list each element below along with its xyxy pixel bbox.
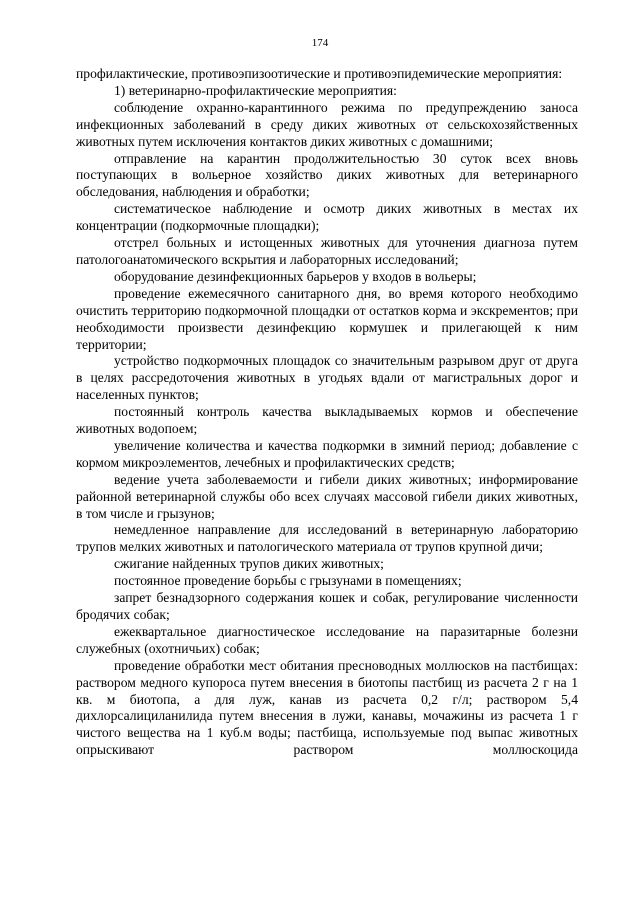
paragraph-mortality-records: ведение учета заболеваемости и гибели диких животных; информирование районной ветеринарной службы обо всех случаях массовой гибели диких животных, в том числе и грызунов; <box>76 471 578 521</box>
paragraph-stray-animals: запрет безнадзорного содержания кошек и собак, регулирование численности бродячих собак; <box>76 590 578 622</box>
paragraph-heading-vet-measures: 1) ветеринарно-профилактические мероприятия: <box>114 82 397 98</box>
paragraph-dog-diagnostics: ежеквартальное диагностическое исследование на паразитарные болезни служебных (охотничьих) собак; <box>76 623 578 656</box>
paragraph-disinfection-barriers: оборудование дезинфекционных барьеров у входов в вольеры; <box>114 268 477 284</box>
paragraph-sanitary-day: проведение ежемесячного санитарного дня, во время которого необходимо очистить территорию подкормочной площадки от остатков корма и экскрементов; при необходимости произвести дезинфекцию кормушек и прилегающей к ним территории; <box>76 285 578 352</box>
paragraph-carcass-burning: сжигание найденных трупов диких животных; <box>114 556 384 572</box>
paragraph-winter-feeding: увеличение количества и качества подкормки в зимний период; добавление с кормом микроэлементов, лечебных и профилактических средств; <box>76 437 578 470</box>
page-number: 174 <box>311 37 329 49</box>
paragraph-feed-control: постоянный контроль качества выкладываемых кормов и обеспечение животных водопоем; <box>76 404 578 437</box>
document-body <box>76 66 578 759</box>
paragraph-observation: систематическое наблюдение и осмотр диких животных в местах их концентрации (подкормочные площадки); <box>76 201 578 234</box>
paragraph-rodent-control: постоянное проведение борьбы с грызунами в помещениях; <box>114 573 462 589</box>
paragraph-culling: отстрел больных и истощенных животных для уточнения диагноза путем патологоанатомического вскрытия и лабораторных исследований; <box>76 235 578 267</box>
paragraph-lab-submission: немедленное направление для исследований в ветеринарную лабораторию трупов мелких животных и патологического материала от трупов крупной дичи; <box>76 522 578 555</box>
paragraph-intro: профилактические, противоэпизоотические и противоэпидемические мероприятия: <box>76 66 563 81</box>
paragraph-mollusc-treatment: проведение обработки мест обитания пресноводных моллюсков на пастбищах: раствором медного купороса путем внесения в биотопы пастбищ из расчета 2 г на 1 кв. м биотопа, а для луж, канав из расчета 0,2 г/л; раствором 5,4 дихлорсалициланилида путем внесения в лужи, канавы, мочажины из расчета 1 г чистого вещества на 1 куб.м воды; пастбища, используемые под выпас животных опрыскивают раствором моллюскоцида <box>76 657 578 758</box>
paragraph-feeding-sites: устройство подкормочных площадок со значительным разрывом друг от друга в целях рассредоточения животных в угодьях вдали от магистральных дорог и населенных пунктов; <box>76 353 578 403</box>
paragraph-quarantine-regime: соблюдение охранно-карантинного режима по предупреждению заноса инфекционных заболеваний в среду диких животных от сельскохозяйственных животных путем исключения контактов диких животных с домашними; <box>76 99 578 149</box>
paragraph-quarantine-30-days: отправление на карантин продолжительностью 30 суток всех вновь поступающих в вольерное хозяйство диких животных для ветеринарного обследования, наблюдения и обработки; <box>76 150 578 200</box>
